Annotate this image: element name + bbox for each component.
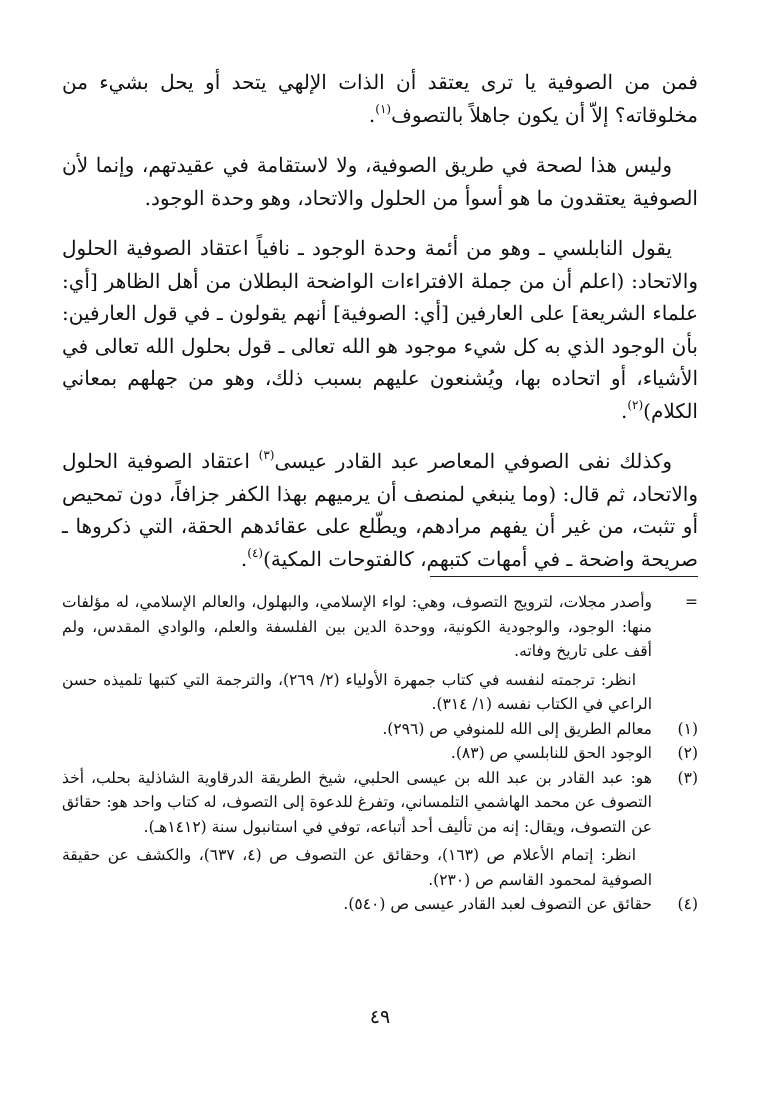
footnote-text: هو: عبد القادر بن عبد الله بن عيسى الحلبي، شيخ الطريقة الدرقاوية الشاذلية بحلب، أخذ التصوف عن محمد الهاشمي التلمساني، وتفرغ للدعوة إلى التصوف، له كتاب واحد هو: حقائق عن التصوف، ويقال: إنه من تأليف أحد أتباعه، توفي في استانبول سنة (١٤١٢هـ). xyxy=(62,768,652,836)
footnote-text: حقائق عن التصوف لعبد القادر عيسى ص (٥٤٠). xyxy=(343,895,652,913)
footnote-number: (٣) xyxy=(677,768,698,787)
footnote-number: (١) xyxy=(677,719,698,738)
page-number: ٤٩ xyxy=(369,1006,391,1028)
footnote-ref: (١) xyxy=(375,101,392,116)
footnote-4 xyxy=(62,892,698,917)
footnote-source: انظر: إتمام الأعلام ص (١٦٣)، وحقائق عن التصوف ص (٤، ٦٣٧)، والكشف عن حقيقة الصوفية لمحمود القاسم ص (٢٣٠). xyxy=(62,846,652,889)
paragraph-3-end: . xyxy=(620,398,628,423)
footnotes xyxy=(62,590,698,917)
paragraph-1 xyxy=(62,66,698,131)
paragraph-3-text: يقول النابلسي ـ وهو من أئمة وحدة الوجود ـ نافياً اعتقاد الصوفية الحلول والاتحاد: (اعلم أن من جملة الافتراءات الواضحة البطلان من أهل الظاهر [أي: علماء الشريعة] على العارفين [أي: الصوفية] أنهم يقولون ـ في قول العارفين: بأن الوجود الذي به كل شيء موجود هو الله تعالى ـ قول بحلول الله تعالى في الأشياء، أو اتحاده بها، ويُشنعون عليهم بسبب ذلك، وهو من جهلهم بمعاني الكلام) xyxy=(62,236,699,423)
footnote-3 xyxy=(62,766,698,840)
footnote-ref: (٤) xyxy=(247,545,264,560)
paragraph-1-text: فمن من الصوفية يا ترى يعتقد أن الذات الإلهي يتحد أو يحل بشيء من مخلوقاته؟ إلاّ أن يكون جاهلاً بالتصوف xyxy=(62,70,698,127)
footnote-1 xyxy=(62,717,698,742)
footnote-number: (٢) xyxy=(677,744,698,762)
footnote-marker: = xyxy=(685,593,698,611)
paragraph-4-text-a: وكذلك نفى الصوفي المعاصر عبد القادر عيسى xyxy=(274,449,673,473)
paragraph-3 xyxy=(62,232,698,427)
footnote-2 xyxy=(62,741,698,766)
paragraph-4-end: . xyxy=(240,546,248,571)
main-text xyxy=(62,66,698,593)
footnote-number: (٤) xyxy=(677,895,698,913)
footnote-divider xyxy=(430,576,698,577)
paragraph-4-text-b: اعتقاد الصوفية الحلول والاتحاد، ثم قال: (وما ينبغي لمنصف أن يرميهم بهذا الكفر جزافاً، دون تمحيص أو تثبت، من غير أن يفهم مرادهم، ويطّلع على عقائدهم الحقة، التي ذكروها ـ صريحة واضحة ـ في أمهات كتبهم، كالفتوحات المكية) xyxy=(62,449,698,571)
footnote-text: وأصدر مجلات، لترويج التصوف، وهي: لواء الإسلامي، والبهلول، والعالم الإسلامي، له مؤلفات منها: الوجود، والوجودية الكونية، ووحدة الدين بين الفلسفة والعلم، والوادي المقدس، ولم أقف على تاريخ وفاته. xyxy=(62,593,652,660)
paragraph-1-end: . xyxy=(368,102,376,127)
footnote-continued xyxy=(62,590,698,664)
footnote-ref: (٣) xyxy=(258,448,275,462)
paragraph-4 xyxy=(62,445,698,575)
paragraph-2 xyxy=(62,149,698,214)
footnote-source: انظر: ترجمته لنفسه في كتاب جمهرة الأولياء (٢/ ٢٦٩)، والترجمة التي كتبها تلميذه حسن الراعي في الكتاب نفسه (١/ ٣١٤). xyxy=(62,670,652,713)
paragraph-2-text: وليس هذا لصحة في طريق الصوفية، ولا لاستقامة في عقيدتهم، وإنما لأن الصوفية يعتقدون ما هو أسوأ من الحلول والاتحاد، وهو وحدة الوجود. xyxy=(62,153,698,210)
footnote-ref: (٢) xyxy=(627,397,644,412)
footnote-text: الوجود الحق للنابلسي ص (٨٣). xyxy=(450,744,652,762)
footnote-text: معالم الطريق إلى الله للمنوفي ص (٢٩٦). xyxy=(382,719,652,738)
